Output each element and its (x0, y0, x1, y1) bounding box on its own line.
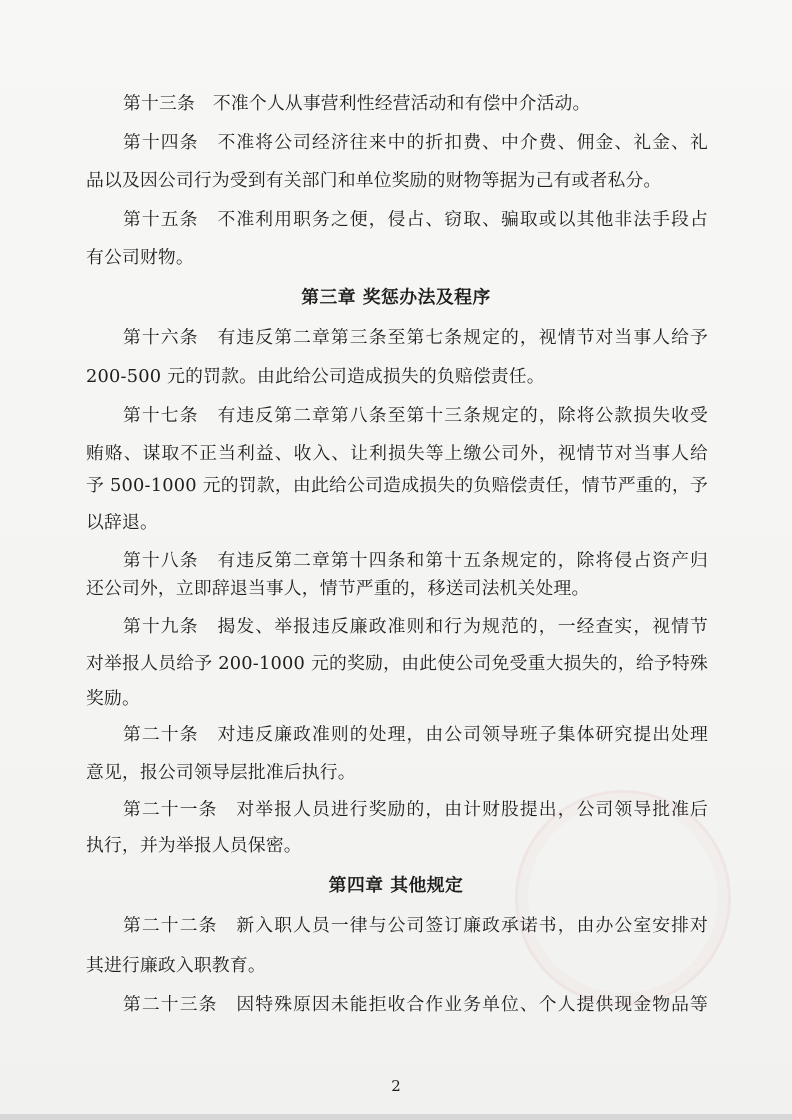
article-23-line-1: 第二十三条 因特殊原因未能拒收合作业务单位、个人提供现金物品等 (123, 994, 708, 1015)
article-15-line-1: 第十五条 不准利用职务之便，侵占、窃取、骗取或以其他非法手段占 (123, 209, 708, 230)
article-17-line-4: 以辞退。 (86, 512, 158, 533)
scan-bottom-edge (0, 1114, 792, 1120)
article-18-line-1: 第十八条 有违反第二章第十四条和第十五条规定的，除将侵占资产归 (123, 550, 708, 571)
article-17-line-1: 第十七条 有违反第二章第八条至第十三条规定的，除将公款损失收受 (123, 405, 708, 426)
page-number: 2 (391, 1077, 401, 1095)
article-18-line-2: 还公司外，立即辞退当事人，情节严重的，移送司法机关处理。 (86, 578, 590, 599)
article-21-line-1: 第二十一条 对举报人员进行奖励的，由计财股提出，公司领导批准后 (123, 799, 708, 820)
chapter-4-heading: 第四章 其他规定 (328, 875, 464, 896)
article-22-line-1: 第二十二条 新入职人员一律与公司签订廉政承诺书，由办公室安排对 (123, 915, 708, 936)
article-19-line-1: 第十九条 揭发、举报违反廉政准则和行为规范的，一经查实，视情节 (123, 616, 708, 637)
article-19-line-2: 对举报人员给予 200-1000 元的奖励，由此使公司免受重大损失的，给予特殊 (86, 653, 708, 674)
article-22-line-2: 其进行廉政入职教育。 (86, 955, 266, 976)
article-16-line-2: 200-500 元的罚款。由此给公司造成损失的负赔偿责任。 (86, 366, 545, 387)
article-21-line-2: 执行，并为举报人员保密。 (86, 835, 302, 856)
article-16-line-1: 第十六条 有违反第二章第三条至第七条规定的，视情节对当事人给予 (123, 327, 708, 348)
article-20-line-2: 意见，报公司领导层批准后执行。 (86, 762, 356, 783)
chapter-3-heading: 第三章 奖惩办法及程序 (301, 287, 491, 308)
article-17-line-2: 贿赂、谋取不正当利益、收入、让利损失等上缴公司外，视情节对当事人给 (86, 443, 708, 464)
article-14-line-1: 第十四条 不准将公司经济往来中的折扣费、中介费、佣金、礼金、礼 (123, 132, 708, 153)
article-14-line-2: 品以及因公司行为受到有关部门和单位奖励的财物等据为己有或者私分。 (86, 170, 662, 191)
article-15-line-2: 有公司财物。 (86, 247, 194, 268)
article-19-line-3: 奖励。 (86, 688, 140, 709)
article-13-line-1: 第十三条 不准个人从事营利性经营活动和有偿中介活动。 (123, 93, 591, 114)
article-20-line-1: 第二十条 对违反廉政准则的处理，由公司领导班子集体研究提出处理 (123, 724, 708, 745)
article-17-line-3: 予 500-1000 元的罚款，由此给公司造成损失的负赔偿责任，情节严重的，予 (86, 475, 708, 496)
